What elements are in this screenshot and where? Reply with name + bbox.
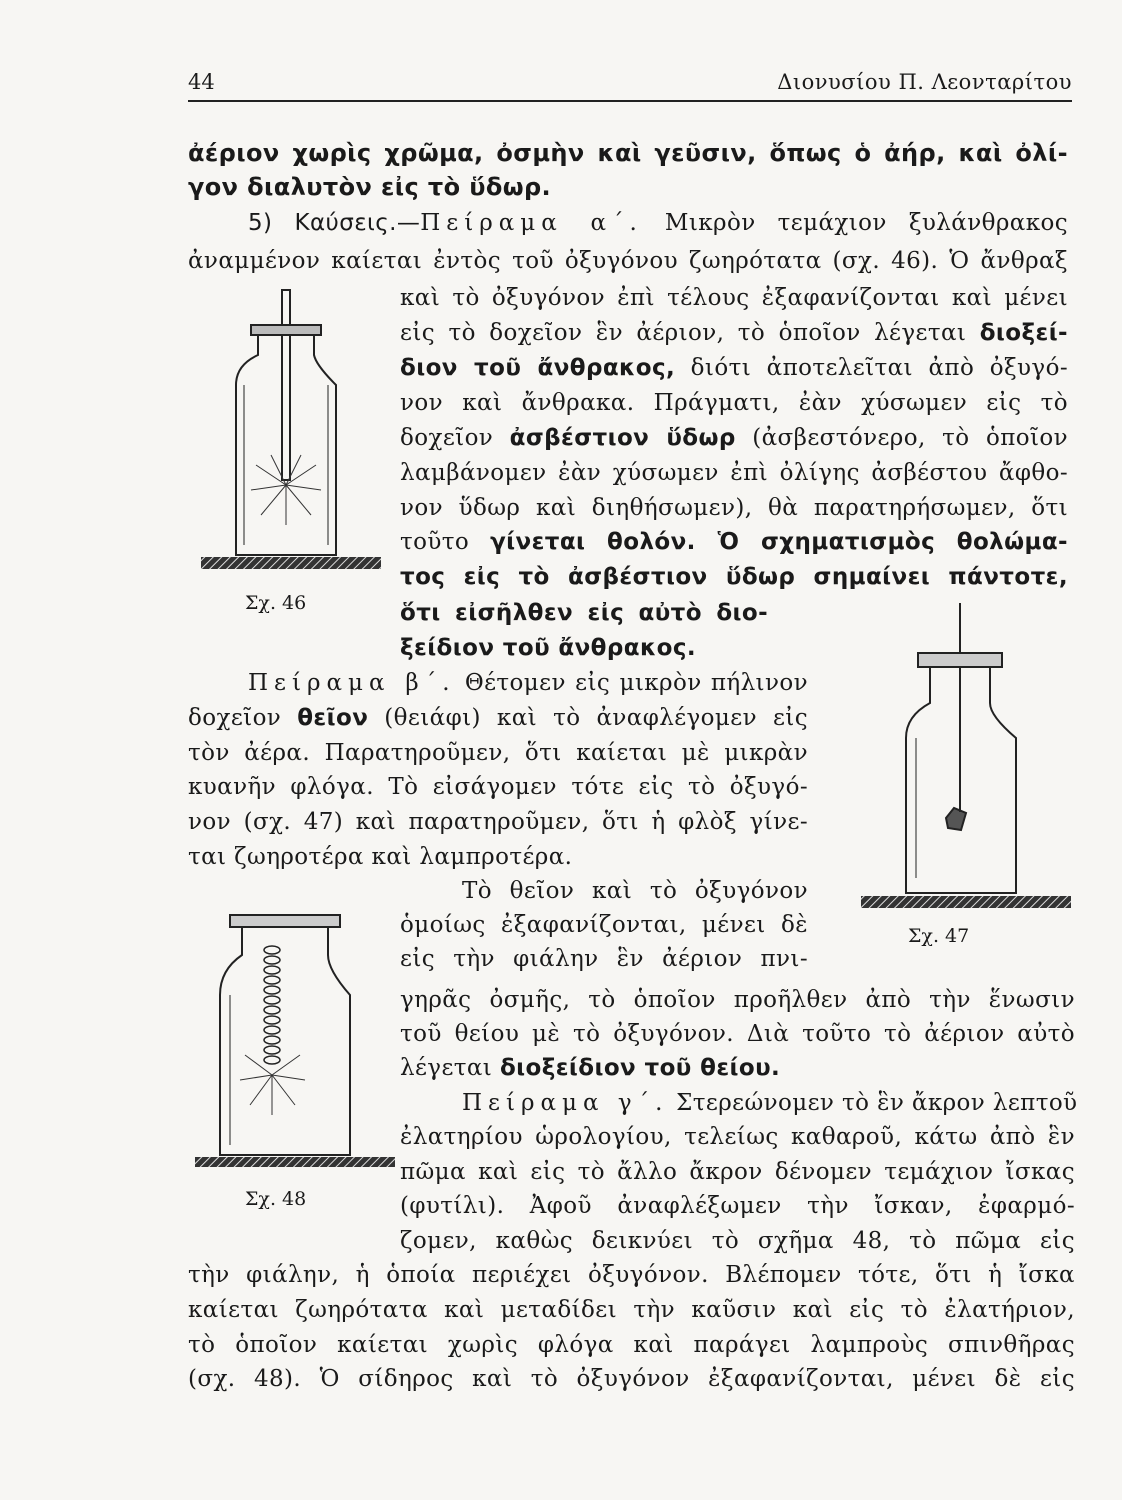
text-line-11: νον ὕδωρ καὶ διηθήσωμεν), θὰ παρατηρήσωμεν, ὅτι xyxy=(400,495,1068,521)
text-line-28 xyxy=(462,1088,1078,1118)
text-line-26: τοῦ θείου μὲ τὸ ὀξυγόνον. Διὰ τοῦτο τὸ ἀέριον αὐτὸ xyxy=(400,1021,1075,1047)
figure-48-caption: Σχ. 48 xyxy=(245,1188,307,1210)
experiment-label-a: Πείραμα α΄. xyxy=(420,210,643,236)
text-line-23: ὁμοίως ἐξαφανίζονται, μένει δὲ xyxy=(400,912,808,938)
text-line-22: Τὸ θεῖον καὶ τὸ ὀξυγόνον xyxy=(462,878,808,904)
figure-47-caption: Σχ. 47 xyxy=(908,925,970,947)
figure-48-illustration xyxy=(190,905,400,1175)
term-co2-a: διοξεί- xyxy=(979,320,1068,346)
text-line-21: ται ζωηροτέρα καὶ λαμπροτέρα. xyxy=(188,844,573,870)
text-line-6-a: εἰς τὸ δοχεῖον ἓν ἀέριον, τὸ ὁποῖον λέγεται xyxy=(400,320,980,346)
text-line-14: ὅτι εἰσῆλθεν εἰς αὐτὸ διο- xyxy=(400,600,769,626)
text-line-20: νον (σχ. 47) καὶ παρατηροῦμεν, ὅτι ἡ φλὸξ γίνε- xyxy=(188,809,808,835)
text-line-32: ζομεν, καθὼς δεικνύει τὸ σχῆμα 48, τὸ πῶμα εἰς xyxy=(400,1228,1075,1254)
text-line-15: ξείδιον τοῦ ἄνθρακος. xyxy=(400,635,697,661)
page-number: 44 xyxy=(188,70,215,94)
text-line-7 xyxy=(400,353,1068,383)
text-line-34: καίεται ζωηρότατα καὶ μεταδίδει τὴν καῦσιν καὶ εἰς τὸ ἐλατήριον, xyxy=(188,1297,1075,1323)
text-line-19: κυανῆν φλόγα. Τὸ εἰσάγομεν τότε εἰς τὸ ὀξυγό- xyxy=(188,774,808,800)
text-line-17-c: (θειάφι) καὶ τὸ ἀναφλέγομεν εἰς xyxy=(368,705,808,731)
experiment-label-c: Πείραμα γ΄. xyxy=(462,1090,669,1116)
text-line-27 xyxy=(400,1053,780,1083)
figure-46-illustration xyxy=(196,285,386,585)
text-line-1: ἀέριον χωρὶς χρῶμα, ὀσμὴν καὶ γεῦσιν, ὅπως ὁ ἀήρ, καὶ ὀλί- xyxy=(188,139,1068,167)
term-sulfur: θεῖον xyxy=(297,705,369,731)
section-heading: 5) Καύσεις.— xyxy=(248,210,421,236)
experiment-label-b: Πείραμα β΄. xyxy=(248,670,456,696)
text-line-10: λαμβάνομεν ἐὰν χύσωμεν ἐπὶ ὀλίγης ἀσβέστου ἄφθο- xyxy=(400,460,1068,486)
text-line-27-a: λέγεται xyxy=(400,1055,500,1081)
text-line-31: (φυτίλι). Ἀφοῦ ἀναφλέξωμεν τὴν ἴσκαν, ἐφαρμό- xyxy=(400,1193,1075,1219)
text-line-35: τὸ ὁποῖον καίεται χωρὶς φλόγα καὶ παράγει λαμπροὺς σπινθῆρας xyxy=(188,1332,1075,1358)
text-line-9 xyxy=(400,423,1068,453)
text-line-2: γον διαλυτὸν εἰς τὸ ὕδωρ. xyxy=(188,173,552,201)
term-so2: διοξείδιον τοῦ θείου. xyxy=(499,1055,781,1081)
text-line-33: τὴν φιάλην, ἡ ὁποία περιέχει ὀξυγόνον. Βλέπομεν τότε, ὅτι ἡ ἴσκα xyxy=(188,1262,1075,1288)
text-line-13: τος εἰς τὸ ἀσβέστιον ὕδωρ σημαίνει πάντοτε, xyxy=(400,564,1068,590)
text-line-8: νον καὶ ἄνθρακα. Πράγματι, ἐὰν χύσωμεν εἰς τὸ xyxy=(400,390,1068,416)
text-line-4: ἀναμμένον καίεται ἐντὸς τοῦ ὀξυγόνου ζωηρότατα (σχ. 46). Ὁ ἄνθραξ xyxy=(188,248,1068,274)
text-line-30: πῶμα καὶ εἰς τὸ ἄλλο ἄκρον δένομεν τεμάχιον ἴσκας xyxy=(400,1159,1075,1185)
text-line-24: εἰς τὴν φιάλην ἓν ἀέριον πνι- xyxy=(400,946,808,972)
page-header xyxy=(188,66,1072,98)
running-head: Διονυσίου Π. Λεονταρίτου xyxy=(777,70,1072,94)
text-line-16 xyxy=(248,668,808,698)
text-line-3 xyxy=(248,208,1068,238)
text-line-12 xyxy=(400,527,1068,557)
text-line-9-a: δοχεῖον xyxy=(400,425,510,451)
text-line-18: τὸν ἀέρα. Παρατηροῦμεν, ὅτι καίεται μὲ μικρὰν xyxy=(188,740,808,766)
text-line-3-rest: Μικρὸν τεμάχιον ξυλάνθρακος xyxy=(642,210,1069,236)
term-limewater: ἀσβέστιον ὕδωρ xyxy=(509,425,736,451)
text-line-17 xyxy=(188,703,808,733)
text-line-6 xyxy=(400,318,1068,348)
figure-46-caption: Σχ. 46 xyxy=(245,592,307,614)
text-line-16-b: Θέτομεν εἰς μικρὸν πήλινον xyxy=(455,670,808,696)
text-line-29: ἐλατηρίου ὡρολογίου, τελείως καθαροῦ, κάτω ἀπὸ ἓν xyxy=(400,1124,1075,1150)
term-becomes-cloudy: γίνεται θολόν. Ὁ σχηματισμὸς θολώμα- xyxy=(490,529,1068,555)
text-line-9-c: (ἀσβεστόνερο, τὸ ὁποῖον xyxy=(735,425,1069,451)
text-line-28-b: Στερεώνομεν τὸ ἓν ἄκρον λεπτοῦ xyxy=(668,1090,1078,1116)
header-rule xyxy=(188,100,1072,102)
text-line-25: γηρᾶς ὀσμῆς, τὸ ὁποῖον προῆλθεν ἀπὸ τὴν ἕνωσιν xyxy=(400,987,1075,1013)
text-line-36: (σχ. 48). Ὁ σίδηρος καὶ τὸ ὀξυγόνον ἐξαφανίζονται, μένει δὲ εἰς xyxy=(188,1366,1075,1392)
text-line-17-a: δοχεῖον xyxy=(188,705,298,731)
figure-47-illustration xyxy=(856,598,1076,918)
term-co2-b: διον τοῦ ἄνθρακος, xyxy=(400,355,676,381)
text-line-12-a: τοῦτο xyxy=(400,529,491,555)
text-line-7-b: διότι ἀποτελεῖται ἀπὸ ὀξυγό- xyxy=(675,355,1068,381)
text-line-5: καὶ τὸ ὀξυγόνον ἐπὶ τέλους ἐξαφανίζονται καὶ μένει xyxy=(400,285,1068,311)
